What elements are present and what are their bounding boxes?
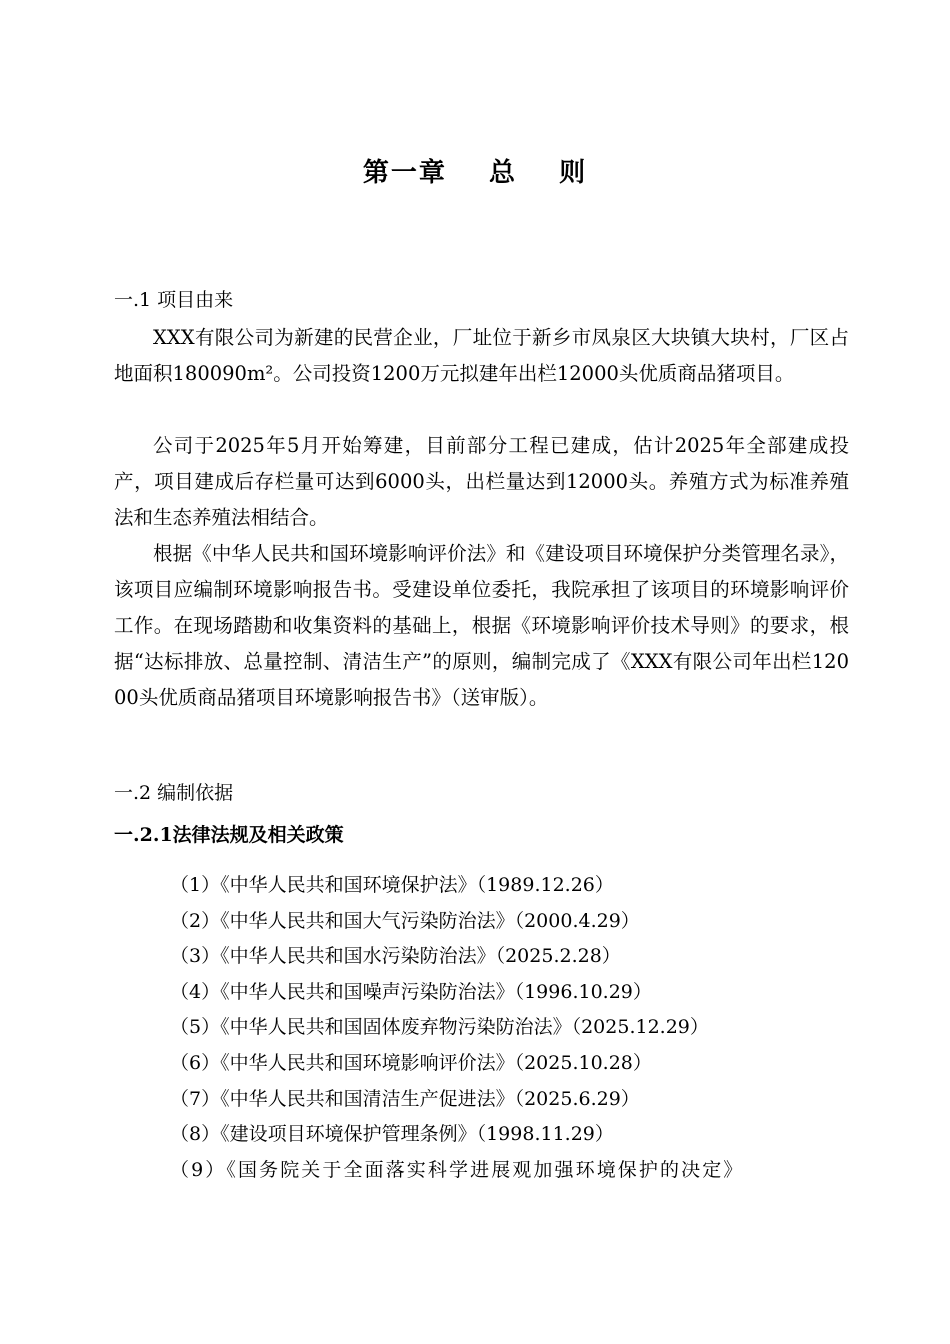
section-heading-compilation-basis: 一.2 编制依据 bbox=[114, 782, 234, 804]
subsection-heading-laws-policies: 一.2.1法律法规及相关政策 bbox=[114, 824, 344, 846]
section-heading-project-origin: 一.1 项目由来 bbox=[114, 289, 234, 311]
law-list bbox=[170, 868, 850, 1188]
paragraph-construction-schedule: 公司于2025年5月开始筹建，目前部分工程已建成，估计2025年全部建成投产，项目建成后存栏量可达到6000头，出栏量达到12000头。养殖方式为标准养殖法和生态养殖法相结合。 bbox=[114, 434, 849, 529]
list-item: （5）《中华人民共和国固体废弃物污染防治法》（2025.12.29） bbox=[170, 1016, 709, 1039]
list-item: （3）《中华人民共和国水污染防治法》（2025.2.28） bbox=[170, 945, 621, 968]
list-item: （4）《中华人民共和国噪声污染防治法》（1996.10.29） bbox=[170, 980, 652, 1003]
list-item: （9）《国务院关于全面落实科学进展观加强环境保护的决定》 bbox=[170, 1158, 745, 1181]
list-item: （8）《建设项目环境保护管理条例》（1998.11.29） bbox=[170, 1123, 614, 1146]
chapter-title: 第一章 总 则 bbox=[362, 158, 588, 188]
list-item: （6）《中华人民共和国环境影响评价法》（2025.10.28） bbox=[170, 1051, 652, 1074]
list-item: （7）《中华人民共和国清洁生产促进法》（2025.6.29） bbox=[170, 1087, 640, 1110]
paragraph-company-intro: XXX有限公司为新建的民营企业，厂址位于新乡市凤泉区大块镇大块村，厂区占地面积180090m²。公司投资1200万元拟建年出栏12000头优质商品猪项目。 bbox=[114, 326, 849, 385]
list-item: （1）《中华人民共和国环境保护法》（1989.12.26） bbox=[170, 874, 614, 896]
paragraph-assessment-basis: 根据《中华人民共和国环境影响评价法》和《建设项目环境保护分类管理名录》，该项目应编制环境影响报告书。受建设单位委托，我院承担了该项目的环境影响评价工作。在现场踏勘和收集资料的基础上，根据《环境影响评价技术导则》的要求，根据“达标排放、总量控制、清洁生产”的原则，编制完成了《XXX有限公司年出栏12000头优质商品猪项目环境影响报告书》（送审版）。 bbox=[114, 542, 849, 709]
list-item: （2）《中华人民共和国大气污染防治法》（2000.4.29） bbox=[170, 909, 640, 932]
